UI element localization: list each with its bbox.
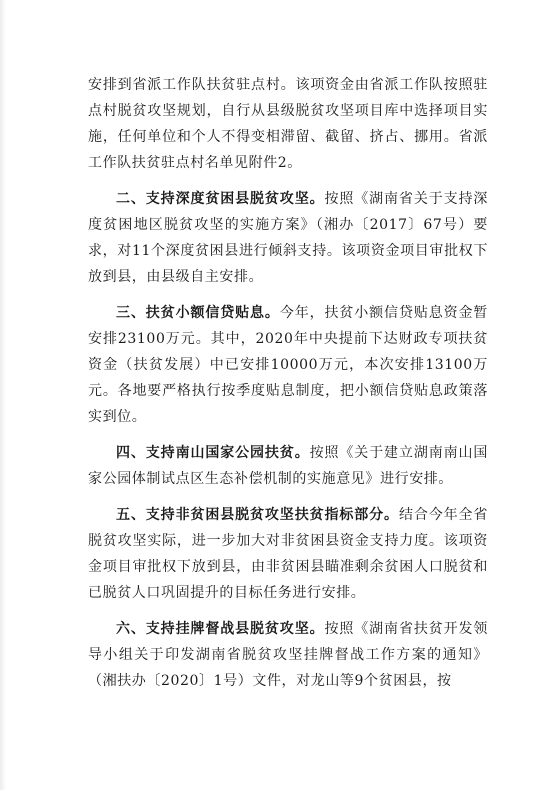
- paragraph-body: 按照《湖南省扶贫开发领导小组关于印发湖南省脱贫攻坚挂牌督战工作方案的通知》（湘扶办〔2020〕1号）文件，对龙山等9个贫困县，按: [88, 621, 488, 689]
- paragraph-continuation: [88, 72, 488, 176]
- paragraph-body: 今年，扶贫小额信贷贴息资金暂安排23100万元。其中，2020年中央提前下达财政专项扶贫资金（扶贫发展）中已安排10000万元，本次安排13100万元。各地要严格执行按季度贴息制度，把小额信贷贴息政策落实到位。: [88, 305, 488, 425]
- paragraph-nanshan-park: [88, 440, 488, 492]
- paragraph-body: 结合今年全省脱贫攻坚实际，进一步加大对非贫困县资金支持力度。该项资金项目审批权下放到县，由非贫困县瞄准剩余贫困人口脱贫和已脱贫人口巩固提升的目标任务进行安排。: [88, 507, 488, 601]
- paragraph-heading: 六、支持挂牌督战县脱贫攻坚。: [116, 621, 325, 637]
- paragraph-microcredit-subsidy: [88, 300, 488, 430]
- paragraph-deep-poverty-counties: [88, 186, 488, 290]
- paragraph-heading: 五、支持非贫困县脱贫攻坚扶贫指标部分。: [116, 507, 399, 523]
- paragraph-supervised-counties: [88, 616, 488, 694]
- scan-edge-shadow: [0, 0, 6, 790]
- paragraph-heading: 四、支持南山国家公园扶贫。: [116, 445, 310, 461]
- paragraph-heading: 二、支持深度贫困县脱贫攻坚。: [116, 191, 325, 207]
- paragraph-non-poor-counties: [88, 502, 488, 606]
- paragraph-body: 安排到省派工作队扶贫驻点村。该项资金由省派工作队按照驻点村脱贫攻坚规划，自行从县级脱贫攻坚项目库中选择项目实施，任何单位和个人不得变相滞留、截留、挤占、挪用。省派工作队扶贫驻点村名单见附件2。: [88, 77, 488, 171]
- paragraph-body: 按照《关于建立湖南南山国家公园体制试点区生态补偿机制的实施意见》进行安排。: [88, 445, 488, 487]
- paragraph-body: 按照《湖南省关于支持深度贫困地区脱贫攻坚的实施方案》（湘办〔2017〕67号）要求，对11个深度贫困县进行倾斜支持。该项资金项目审批权下放到县，由县级自主安排。: [88, 191, 488, 285]
- paragraph-heading: 三、扶贫小额信贷贴息。: [116, 305, 280, 321]
